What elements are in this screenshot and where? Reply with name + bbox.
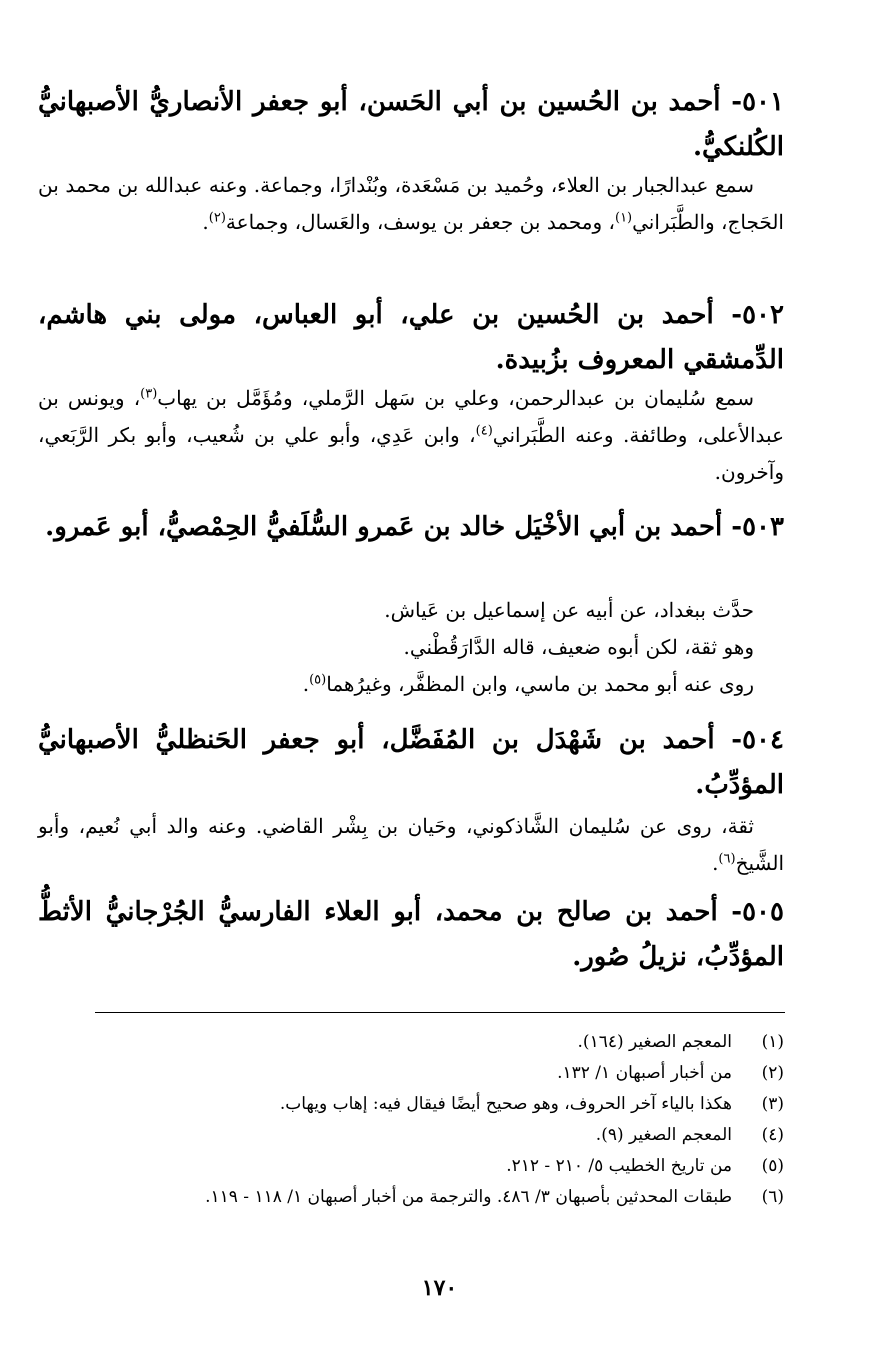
entry-body: حدَّث ببغداد، عن أبيه عن إسماعيل بن عَياش. وهو ثقة، لكن أبوه ضعيف، قاله الدَّارَقُطْني. روى عنه أبو محمد بن ماسي، وابن المظفَّر، وغيرُهما$^{(٥)}$.: [302, 598, 754, 696]
footnote-ref[interactable]: (٥): [309, 672, 327, 688]
entry-heading: ٥٠٢- أحمد بن الحُسين بن علي، أبو العباس، مولى بني هاشم، الدِّمشقي المعروف بزُبيدة.: [38, 300, 784, 375]
footnote: (٤)المعجم الصغير (٩).: [595, 1125, 784, 1145]
entry-body: سمع عبدالجبار بن العلاء، وحُميد بن مَسْعَدة، وبُنْدارًا، وجماعة. وعنه عبدالله بن محمد بن الحَجاج، والطَّبَراني$^{(١)}$، ومحمد بن جعفر بن يوسف، والعَسال، وجماعة$^{(٢)}$.: [38, 173, 784, 234]
footnote-ref[interactable]: (٢): [208, 210, 226, 226]
footnote: (٢)من أخبار أصبهان ١/ ١٣٢.: [557, 1063, 784, 1083]
footnote-ref[interactable]: (٤): [475, 423, 493, 439]
footnote-ref[interactable]: (١): [614, 210, 633, 226]
entry-heading: ٥٠٣- أحمد بن أبي الأخْيَل خالد بن عَمرو السُّلَفيُّ الحِمْصيُّ، أبو عَمرو.: [45, 512, 784, 542]
footnote-divider: [95, 1012, 785, 1013]
footnote: (٥)من تاريخ الخطيب ٥/ ٢١٠ - ٢١٢.: [506, 1156, 784, 1176]
entry-heading: ٥٠٥- أحمد بن صالح بن محمد، أبو العلاء الفارسيُّ الجُرْجانيُّ الأثطُّ المؤدِّبُ، نزيلُ صُور.: [38, 897, 784, 972]
entry-body: سمع سُليمان بن عبدالرحمن، وعلي بن سَهل الرَّملي، ومُؤَمَّل بن يهاب$^{(٣)}$، ويونس بن عبدالأعلى، وطائفة. وعنه الطَّبَراني$^{(٤)}$، وابن عَدِي، وأبو علي بن شُعيب، وأبو بكر الرَّبَعي، وآخرون.: [38, 386, 785, 484]
footnote: (١)المعجم الصغير (١٦٤).: [577, 1032, 784, 1052]
footnote-ref[interactable]: (٦): [718, 851, 736, 867]
entry-heading: ٥٠١- أحمد بن الحُسين بن أبي الحَسن، أبو جعفر الأنصاريُّ الأصبهانيُّ الكُلنكيُّ.: [38, 87, 784, 162]
footnote-ref[interactable]: (٣): [140, 386, 158, 402]
page-number: ١٧٠: [421, 1275, 458, 1301]
entry-heading: ٥٠٤- أحمد بن شَهْدَل بن المُفَضَّل، أبو جعفر الحَنظليُّ الأصبهانيُّ المؤدِّبُ.: [38, 725, 784, 800]
footnote: (٦)طبقات المحدثين بأصبهان ٣/ ٤٨٦. والترجمة من أخبار أصبهان ١/ ١١٨ - ١١٩.: [205, 1187, 784, 1207]
entry-body: ثقة، روى عن سُليمان الشَّاذكوني، وحَيان بن بِشْر القاضي. وعنه والد أبي نُعيم، وأبو الشَّيخ$^{(٦)}$.: [38, 814, 784, 875]
footnote: (٣)هكذا بالياء آخر الحروف، وهو صحيح أيضًا فيقال فيه: إهاب ويهاب.: [279, 1094, 784, 1114]
